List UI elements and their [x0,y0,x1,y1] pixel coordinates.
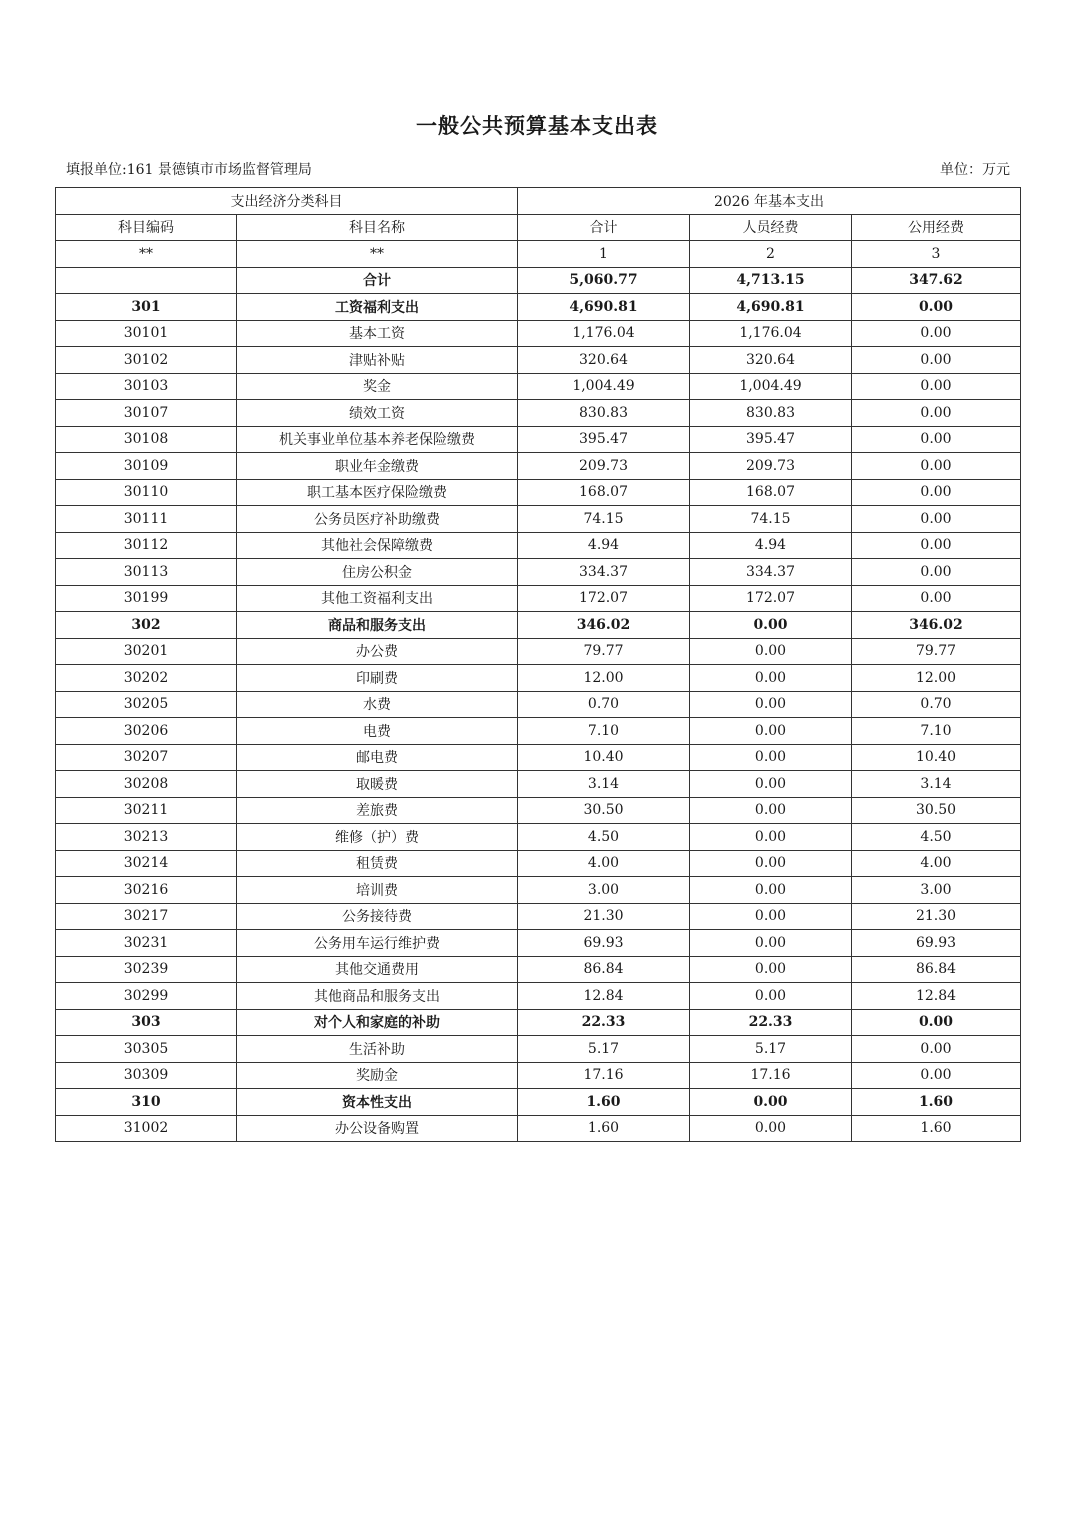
table-row [56,797,1021,824]
cell-public: 0.00 [852,400,1021,427]
table-row [56,400,1021,427]
table-row [56,320,1021,347]
cell-name: 办公费 [237,638,518,665]
table-row [56,426,1021,453]
cell-public: 7.10 [852,718,1021,745]
cell-personnel: 0.00 [690,930,852,957]
currency-unit-label: 单位：万元 [940,162,1010,178]
header-total: 合计 [518,214,690,241]
cell-total: 86.84 [518,956,690,983]
cell-name: 津贴补贴 [237,347,518,374]
cell-code: 30113 [56,559,237,586]
table-row [56,532,1021,559]
cell-personnel: 0.00 [690,877,852,904]
cell-personnel: 334.37 [690,559,852,586]
index-public: 3 [852,241,1021,268]
cell-name: 公务用车运行维护费 [237,930,518,957]
cell-personnel: 320.64 [690,347,852,374]
cell-total: 1,004.49 [518,373,690,400]
cell-code: 302 [56,612,237,639]
table-row [56,267,1021,294]
cell-public: 346.02 [852,612,1021,639]
cell-personnel: 0.00 [690,956,852,983]
table-row [56,983,1021,1010]
cell-name: 公务接待费 [237,903,518,930]
cell-name: 印刷费 [237,665,518,692]
cell-name: 其他交通费用 [237,956,518,983]
cell-total: 1.60 [518,1089,690,1116]
header-personnel: 人员经费 [690,214,852,241]
table-body [56,267,1021,1142]
cell-personnel: 4,690.81 [690,294,852,321]
cell-total: 209.73 [518,453,690,480]
cell-personnel: 4,713.15 [690,267,852,294]
cell-name: 奖励金 [237,1062,518,1089]
cell-personnel: 0.00 [690,718,852,745]
cell-code: 30107 [56,400,237,427]
cell-public: 0.00 [852,426,1021,453]
cell-total: 3.14 [518,771,690,798]
cell-total: 320.64 [518,347,690,374]
cell-name: 合计 [237,267,518,294]
cell-total: 69.93 [518,930,690,957]
cell-name: 办公设备购置 [237,1115,518,1142]
cell-public: 0.00 [852,506,1021,533]
cell-public: 4.50 [852,824,1021,851]
cell-code: 30205 [56,691,237,718]
cell-personnel: 17.16 [690,1062,852,1089]
cell-name: 对个人和家庭的补助 [237,1009,518,1036]
cell-public: 0.00 [852,1009,1021,1036]
cell-public: 3.14 [852,771,1021,798]
cell-personnel: 22.33 [690,1009,852,1036]
cell-code: 30206 [56,718,237,745]
cell-public: 0.00 [852,294,1021,321]
cell-total: 1,176.04 [518,320,690,347]
cell-personnel: 74.15 [690,506,852,533]
cell-code: 30207 [56,744,237,771]
table-row [56,1009,1021,1036]
unit-row [66,159,1010,179]
cell-personnel: 0.00 [690,983,852,1010]
fill-unit-label: 填报单位:161 景德镇市市场监督管理局 [66,162,312,178]
budget-table [55,187,1021,1142]
cell-total: 0.70 [518,691,690,718]
table-row [56,665,1021,692]
cell-code: 30305 [56,1036,237,1063]
cell-code: 30108 [56,426,237,453]
cell-name: 培训费 [237,877,518,904]
header-group-row [56,188,1021,215]
cell-public: 12.00 [852,665,1021,692]
cell-public: 12.84 [852,983,1021,1010]
table-row [56,585,1021,612]
table-row [56,1036,1021,1063]
cell-public: 0.00 [852,479,1021,506]
cell-total: 3.00 [518,877,690,904]
cell-public: 0.00 [852,585,1021,612]
cell-code: 310 [56,1089,237,1116]
cell-name: 其他社会保障缴费 [237,532,518,559]
cell-name: 租赁费 [237,850,518,877]
cell-total: 7.10 [518,718,690,745]
cell-code: 30214 [56,850,237,877]
cell-total: 172.07 [518,585,690,612]
cell-total: 21.30 [518,903,690,930]
cell-personnel: 4.94 [690,532,852,559]
cell-total: 1.60 [518,1115,690,1142]
cell-personnel: 172.07 [690,585,852,612]
cell-name: 资本性支出 [237,1089,518,1116]
cell-total: 830.83 [518,400,690,427]
cell-total: 4,690.81 [518,294,690,321]
cell-total: 334.37 [518,559,690,586]
cell-public: 0.70 [852,691,1021,718]
cell-code: 30111 [56,506,237,533]
cell-public: 0.00 [852,373,1021,400]
cell-code: 31002 [56,1115,237,1142]
index-name: ** [237,241,518,268]
table-row [56,718,1021,745]
cell-code: 30299 [56,983,237,1010]
cell-code: 30202 [56,665,237,692]
cell-name: 商品和服务支出 [237,612,518,639]
cell-total: 30.50 [518,797,690,824]
cell-name: 基本工资 [237,320,518,347]
table-row [56,691,1021,718]
cell-personnel: 830.83 [690,400,852,427]
cell-name: 生活补助 [237,1036,518,1063]
table-row [56,373,1021,400]
cell-total: 22.33 [518,1009,690,1036]
table-row [56,347,1021,374]
cell-public: 4.00 [852,850,1021,877]
page-title: 一般公共预算基本支出表 [416,114,658,138]
cell-code: 30217 [56,903,237,930]
cell-total: 12.00 [518,665,690,692]
cell-public: 10.40 [852,744,1021,771]
cell-name: 电费 [237,718,518,745]
cell-total: 168.07 [518,479,690,506]
table-row [56,1089,1021,1116]
table-row [56,612,1021,639]
cell-total: 5,060.77 [518,267,690,294]
cell-code: 30216 [56,877,237,904]
cell-name: 其他工资福利支出 [237,585,518,612]
cell-name: 邮电费 [237,744,518,771]
cell-name: 职业年金缴费 [237,453,518,480]
table-row [56,771,1021,798]
cell-name: 差旅费 [237,797,518,824]
cell-public: 347.62 [852,267,1021,294]
cell-personnel: 0.00 [690,691,852,718]
cell-name: 公务员医疗补助缴费 [237,506,518,533]
cell-public: 0.00 [852,559,1021,586]
cell-name: 取暖费 [237,771,518,798]
header-index-row [56,241,1021,268]
header-code: 科目编码 [56,214,237,241]
cell-personnel: 0.00 [690,1115,852,1142]
table-row [56,559,1021,586]
cell-code [56,267,237,294]
table-row [56,506,1021,533]
cell-total: 10.40 [518,744,690,771]
cell-public: 0.00 [852,347,1021,374]
cell-name: 工资福利支出 [237,294,518,321]
cell-code: 30102 [56,347,237,374]
cell-code: 303 [56,1009,237,1036]
cell-personnel: 209.73 [690,453,852,480]
cell-code: 30110 [56,479,237,506]
cell-name: 职工基本医疗保险缴费 [237,479,518,506]
cell-code: 30213 [56,824,237,851]
table-row [56,824,1021,851]
cell-personnel: 0.00 [690,850,852,877]
cell-personnel: 0.00 [690,824,852,851]
index-total: 1 [518,241,690,268]
cell-name: 住房公积金 [237,559,518,586]
cell-code: 30199 [56,585,237,612]
cell-total: 395.47 [518,426,690,453]
cell-personnel: 0.00 [690,612,852,639]
cell-name: 绩效工资 [237,400,518,427]
cell-public: 0.00 [852,320,1021,347]
cell-public: 21.30 [852,903,1021,930]
cell-personnel: 1,004.49 [690,373,852,400]
cell-total: 4.94 [518,532,690,559]
cell-personnel: 0.00 [690,665,852,692]
cell-total: 17.16 [518,1062,690,1089]
table-row [56,956,1021,983]
cell-public: 0.00 [852,532,1021,559]
index-personnel: 2 [690,241,852,268]
cell-code: 30103 [56,373,237,400]
cell-code: 301 [56,294,237,321]
cell-personnel: 0.00 [690,771,852,798]
table-row [56,1115,1021,1142]
cell-code: 30231 [56,930,237,957]
table-row [56,930,1021,957]
cell-public: 1.60 [852,1089,1021,1116]
cell-personnel: 0.00 [690,638,852,665]
cell-name: 水费 [237,691,518,718]
table-row [56,903,1021,930]
cell-total: 79.77 [518,638,690,665]
cell-name: 维修（护）费 [237,824,518,851]
cell-code: 30101 [56,320,237,347]
cell-total: 74.15 [518,506,690,533]
cell-code: 30239 [56,956,237,983]
cell-code: 30309 [56,1062,237,1089]
header-public: 公用经费 [852,214,1021,241]
cell-total: 5.17 [518,1036,690,1063]
cell-code: 30211 [56,797,237,824]
cell-public: 30.50 [852,797,1021,824]
table-row [56,1062,1021,1089]
cell-code: 30201 [56,638,237,665]
table-row [56,479,1021,506]
cell-public: 79.77 [852,638,1021,665]
cell-total: 346.02 [518,612,690,639]
cell-name: 机关事业单位基本养老保险缴费 [237,426,518,453]
cell-public: 86.84 [852,956,1021,983]
cell-public: 0.00 [852,1062,1021,1089]
cell-personnel: 395.47 [690,426,852,453]
table-row [56,850,1021,877]
cell-public: 3.00 [852,877,1021,904]
cell-code: 30112 [56,532,237,559]
header-basic-expenditure: 2026 年基本支出 [518,188,1021,215]
header-column-row [56,214,1021,241]
cell-total: 4.50 [518,824,690,851]
header-name: 科目名称 [237,214,518,241]
table-row [56,294,1021,321]
cell-name: 奖金 [237,373,518,400]
cell-personnel: 1,176.04 [690,320,852,347]
cell-public: 0.00 [852,453,1021,480]
cell-personnel: 5.17 [690,1036,852,1063]
cell-total: 4.00 [518,850,690,877]
table-row [56,453,1021,480]
cell-code: 30109 [56,453,237,480]
table-row [56,744,1021,771]
cell-total: 12.84 [518,983,690,1010]
cell-public: 0.00 [852,1036,1021,1063]
cell-public: 69.93 [852,930,1021,957]
cell-public: 1.60 [852,1115,1021,1142]
cell-name: 其他商品和服务支出 [237,983,518,1010]
cell-personnel: 0.00 [690,797,852,824]
index-code: ** [56,241,237,268]
table-row [56,638,1021,665]
cell-personnel: 0.00 [690,903,852,930]
table-row [56,877,1021,904]
header-economic-class: 支出经济分类科目 [56,188,518,215]
cell-code: 30208 [56,771,237,798]
cell-personnel: 168.07 [690,479,852,506]
cell-personnel: 0.00 [690,744,852,771]
cell-personnel: 0.00 [690,1089,852,1116]
